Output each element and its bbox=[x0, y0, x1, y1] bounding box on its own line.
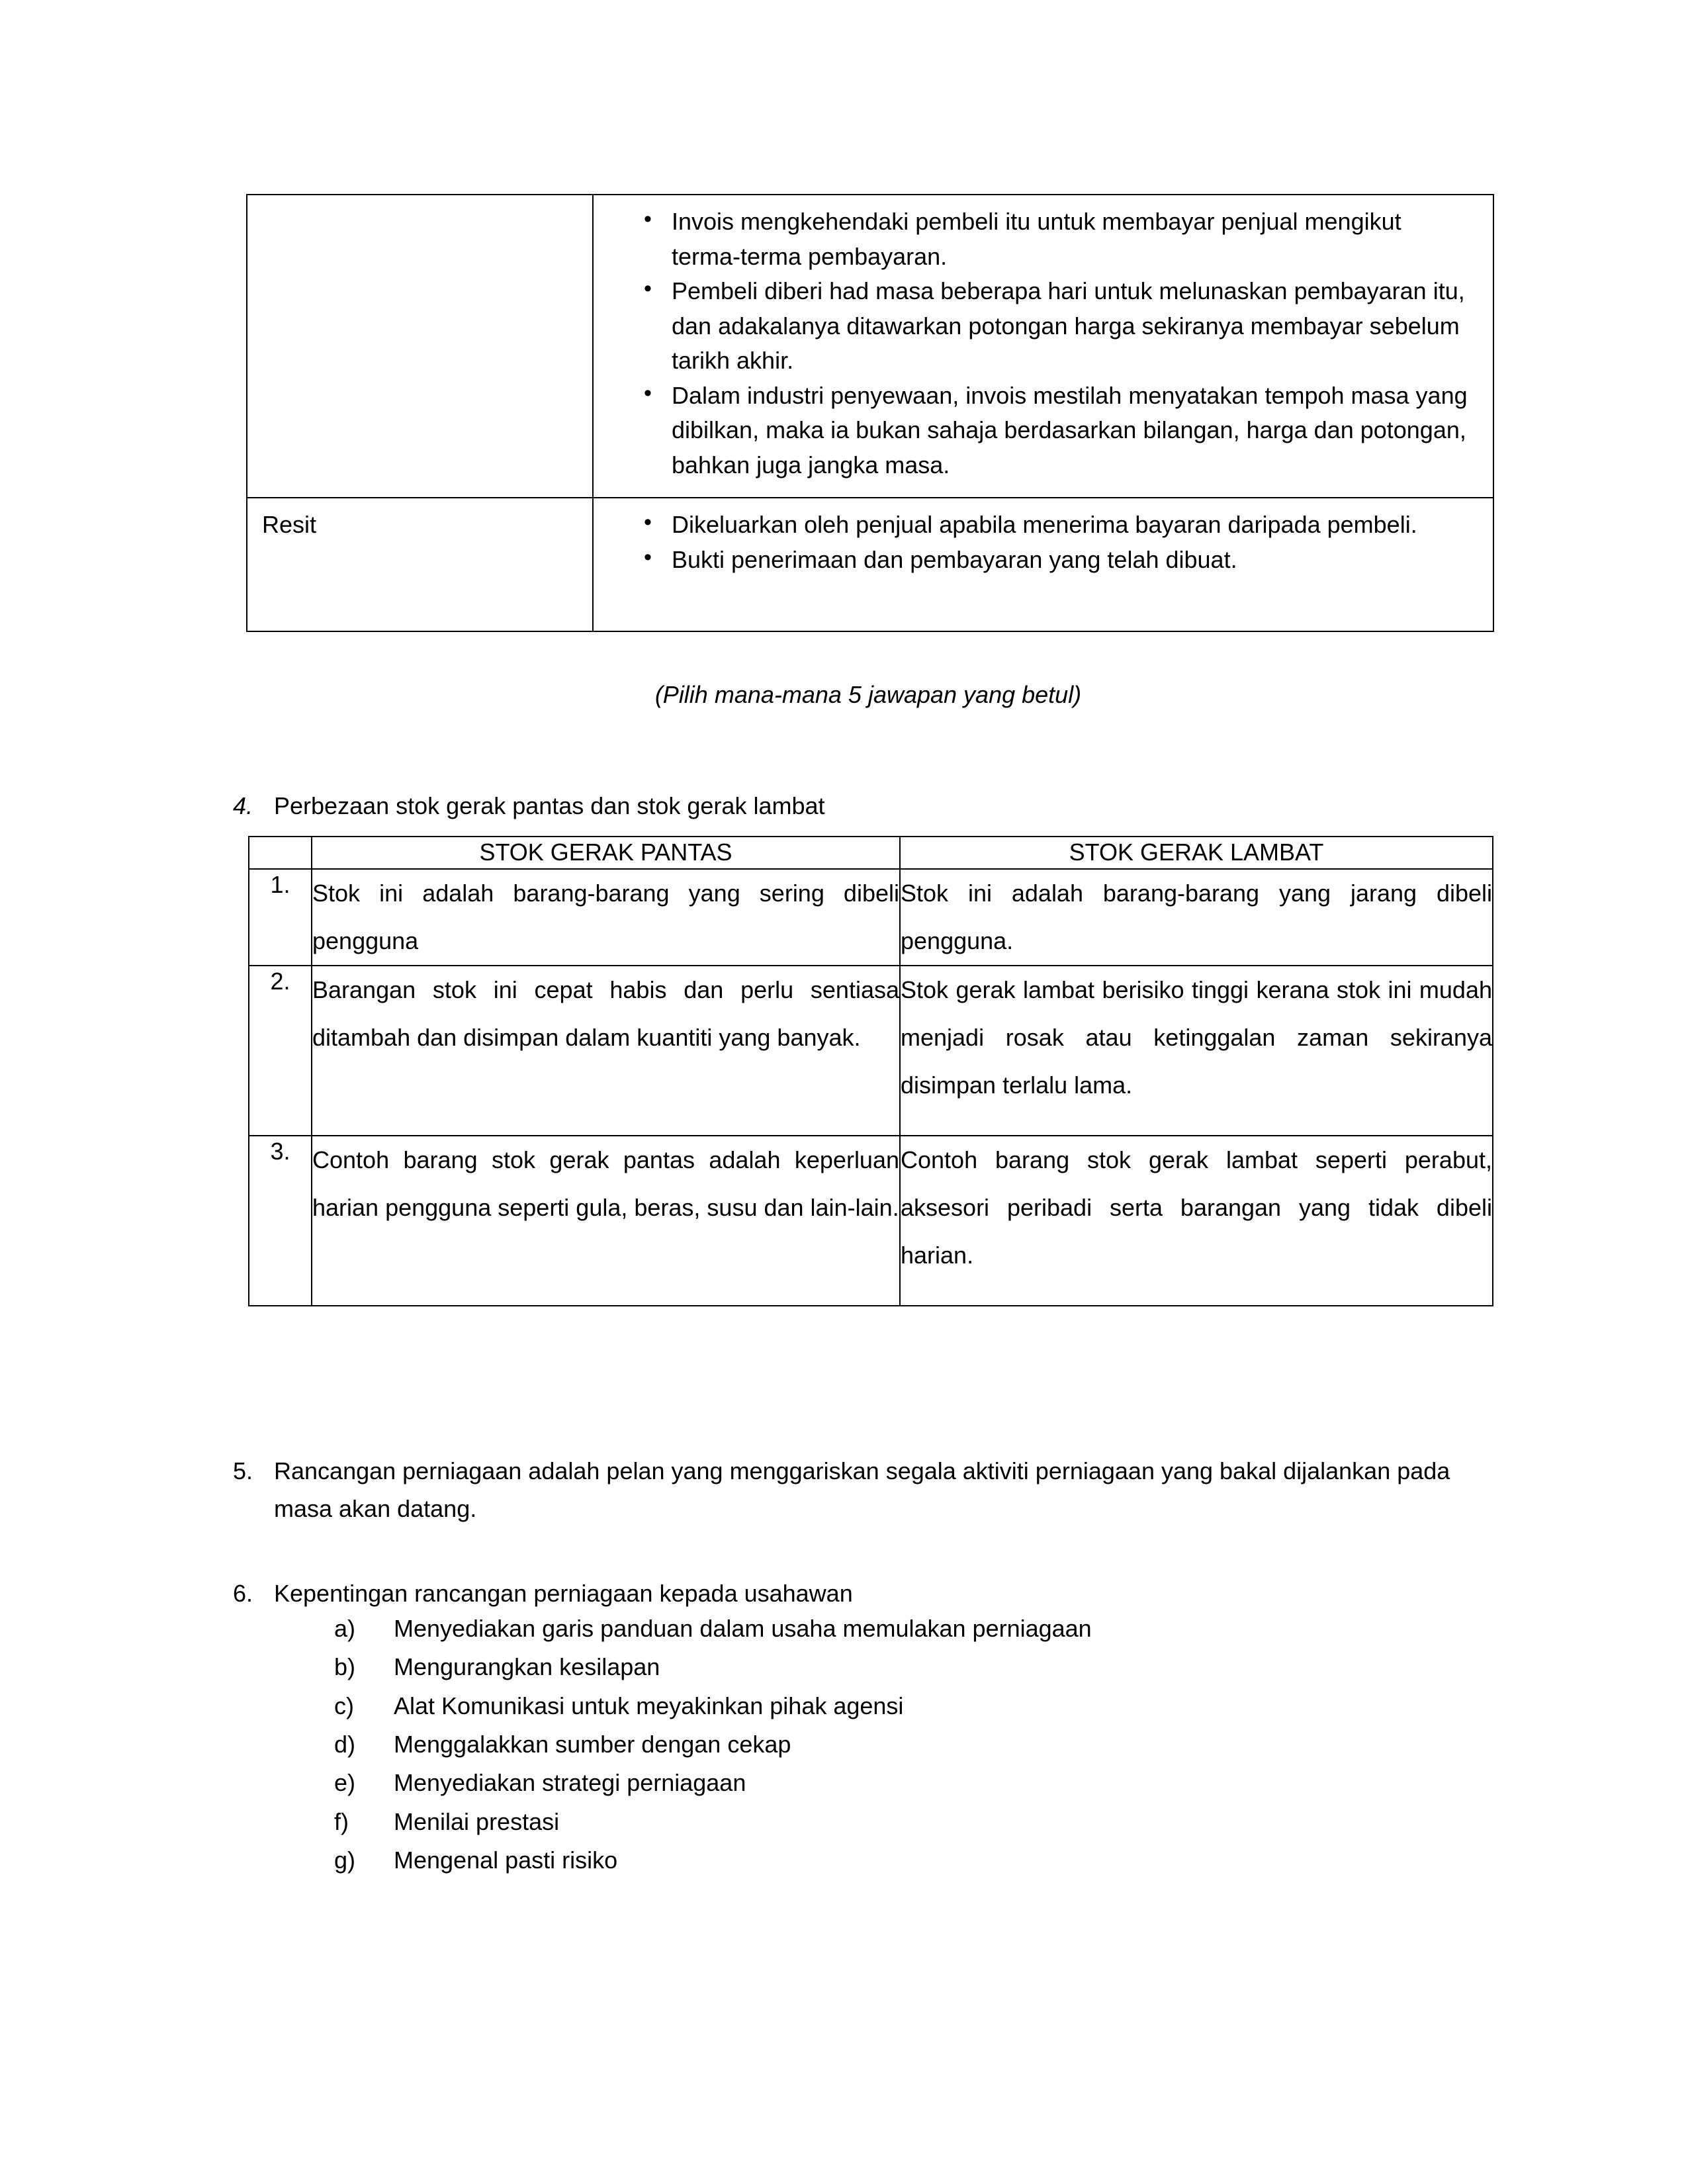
cell-fast-stock: Stok ini adalah barang-barang yang sering dibeli pengguna bbox=[312, 869, 900, 966]
section-4-heading bbox=[233, 790, 825, 823]
list-marker: a) bbox=[334, 1615, 356, 1642]
list-item bbox=[334, 1803, 1092, 1841]
table-caption: (Pilih mana-mana 5 jawapan yang betul) bbox=[654, 681, 1082, 708]
bullet-list-resit bbox=[594, 498, 1493, 592]
cell-fast-stock: Barangan stok ini cepat habis dan perlu sentiasa ditambah dan disimpan dalam kuantiti yang banyak. bbox=[312, 966, 900, 1136]
list-item: • Dalam industri penyewaan, invois mestilah menyatakan tempoh masa yang dibilkan, maka ia bukan sahaja berdasarkan bilangan, harga dan potongan, bahkan juga jangka masa. bbox=[594, 379, 1473, 483]
list-item bbox=[334, 1841, 1092, 1880]
list-item bbox=[334, 1725, 1092, 1764]
table-cell-label bbox=[247, 195, 593, 498]
table-header-row bbox=[249, 837, 1493, 869]
table-cell-bullets bbox=[593, 195, 1493, 498]
list-marker: b) bbox=[334, 1653, 356, 1681]
table-header-slow: STOK GERAK LAMBAT bbox=[900, 837, 1493, 869]
invois-resit-table bbox=[246, 194, 1494, 632]
bullet-list-invois bbox=[594, 195, 1493, 497]
list-item-text: Mengenal pasti risiko bbox=[394, 1846, 618, 1874]
list-item: • Pembeli diberi had masa beberapa hari untuk melunaskan pembayaran itu, dan adakalanya ditawarkan potongan harga sekiranya membayar sebelum tarikh akhir. bbox=[594, 274, 1473, 379]
table-header-fast: STOK GERAK PANTAS bbox=[312, 837, 900, 869]
list-item bbox=[334, 1610, 1092, 1648]
section-4-number: 4. bbox=[233, 792, 253, 819]
list-item: • Dikeluarkan oleh penjual apabila menerima bayaran daripada pembeli. bbox=[594, 508, 1473, 543]
list-item-text: Menyediakan strategi perniagaan bbox=[394, 1769, 746, 1797]
table-row bbox=[247, 498, 1493, 631]
section-5-paragraph bbox=[233, 1453, 1490, 1528]
list-item bbox=[334, 1648, 1092, 1686]
row-label-resit: Resit bbox=[262, 511, 317, 539]
section-4-title: Perbezaan stok gerak pantas dan stok gerak lambat bbox=[274, 792, 825, 819]
section-5-text: Rancangan perniagaan adalah pelan yang menggariskan segala aktiviti perniagaan yang bakal dijalankan pada masa akan datang. bbox=[274, 1457, 1450, 1522]
list-item: • Invois mengkehendaki pembeli itu untuk membayar penjual mengikut terma-terma pembayaran. bbox=[594, 205, 1473, 274]
table-row bbox=[247, 195, 1493, 498]
section-5-number: 5. bbox=[233, 1457, 253, 1484]
list-item-text: Mengurangkan kesilapan bbox=[394, 1653, 660, 1681]
cell-slow-stock: Stok gerak lambat berisiko tinggi kerana stok ini mudah menjadi rosak atau ketinggalan zaman sekiranya disimpan terlalu lama. bbox=[900, 966, 1493, 1136]
section-6-number: 6. bbox=[233, 1580, 253, 1607]
section-6-sublist bbox=[334, 1610, 1092, 1880]
list-marker: c) bbox=[334, 1692, 354, 1719]
section-6-title: Kepentingan rancangan perniagaan kepada usahawan bbox=[274, 1580, 853, 1607]
list-marker: g) bbox=[334, 1846, 356, 1874]
stok-comparison-table bbox=[248, 836, 1493, 1306]
table-row bbox=[249, 1136, 1493, 1306]
list-item-text: Menggalakkan sumber dengan cekap bbox=[394, 1730, 791, 1758]
list-item-text: Menyediakan garis panduan dalam usaha memulakan perniagaan bbox=[394, 1615, 1092, 1642]
table-row bbox=[249, 966, 1493, 1136]
list-marker: f) bbox=[334, 1807, 349, 1835]
cell-slow-stock: Contoh barang stok gerak lambat seperti perabut, aksesori peribadi serta barangan yang tidak dibeli harian. bbox=[900, 1136, 1493, 1306]
table-cell-label bbox=[247, 498, 593, 631]
row-label-invois bbox=[247, 195, 592, 205]
list-marker: d) bbox=[334, 1730, 356, 1758]
cell-fast-stock: Contoh barang stok gerak pantas adalah keperluan harian pengguna seperti gula, beras, susu dan lain-lain. bbox=[312, 1136, 900, 1306]
list-item-text: Alat Komunikasi untuk meyakinkan pihak agensi bbox=[394, 1692, 904, 1719]
table-header-blank bbox=[249, 837, 312, 869]
table-cell-bullets bbox=[593, 498, 1493, 631]
list-item-text: Menilai prestasi bbox=[394, 1807, 560, 1835]
cell-slow-stock: Stok ini adalah barang-barang yang jarang dibeli pengguna. bbox=[900, 869, 1493, 966]
table-row bbox=[249, 869, 1493, 966]
list-item bbox=[334, 1687, 1092, 1725]
row-number: 2. bbox=[249, 966, 312, 1136]
list-item bbox=[334, 1764, 1092, 1802]
section-6-paragraph bbox=[233, 1575, 1490, 1613]
row-number: 3. bbox=[249, 1136, 312, 1306]
row-number: 1. bbox=[249, 869, 312, 966]
list-item: • Bukti penerimaan dan pembayaran yang telah dibuat. bbox=[594, 543, 1473, 578]
list-marker: e) bbox=[334, 1769, 356, 1797]
